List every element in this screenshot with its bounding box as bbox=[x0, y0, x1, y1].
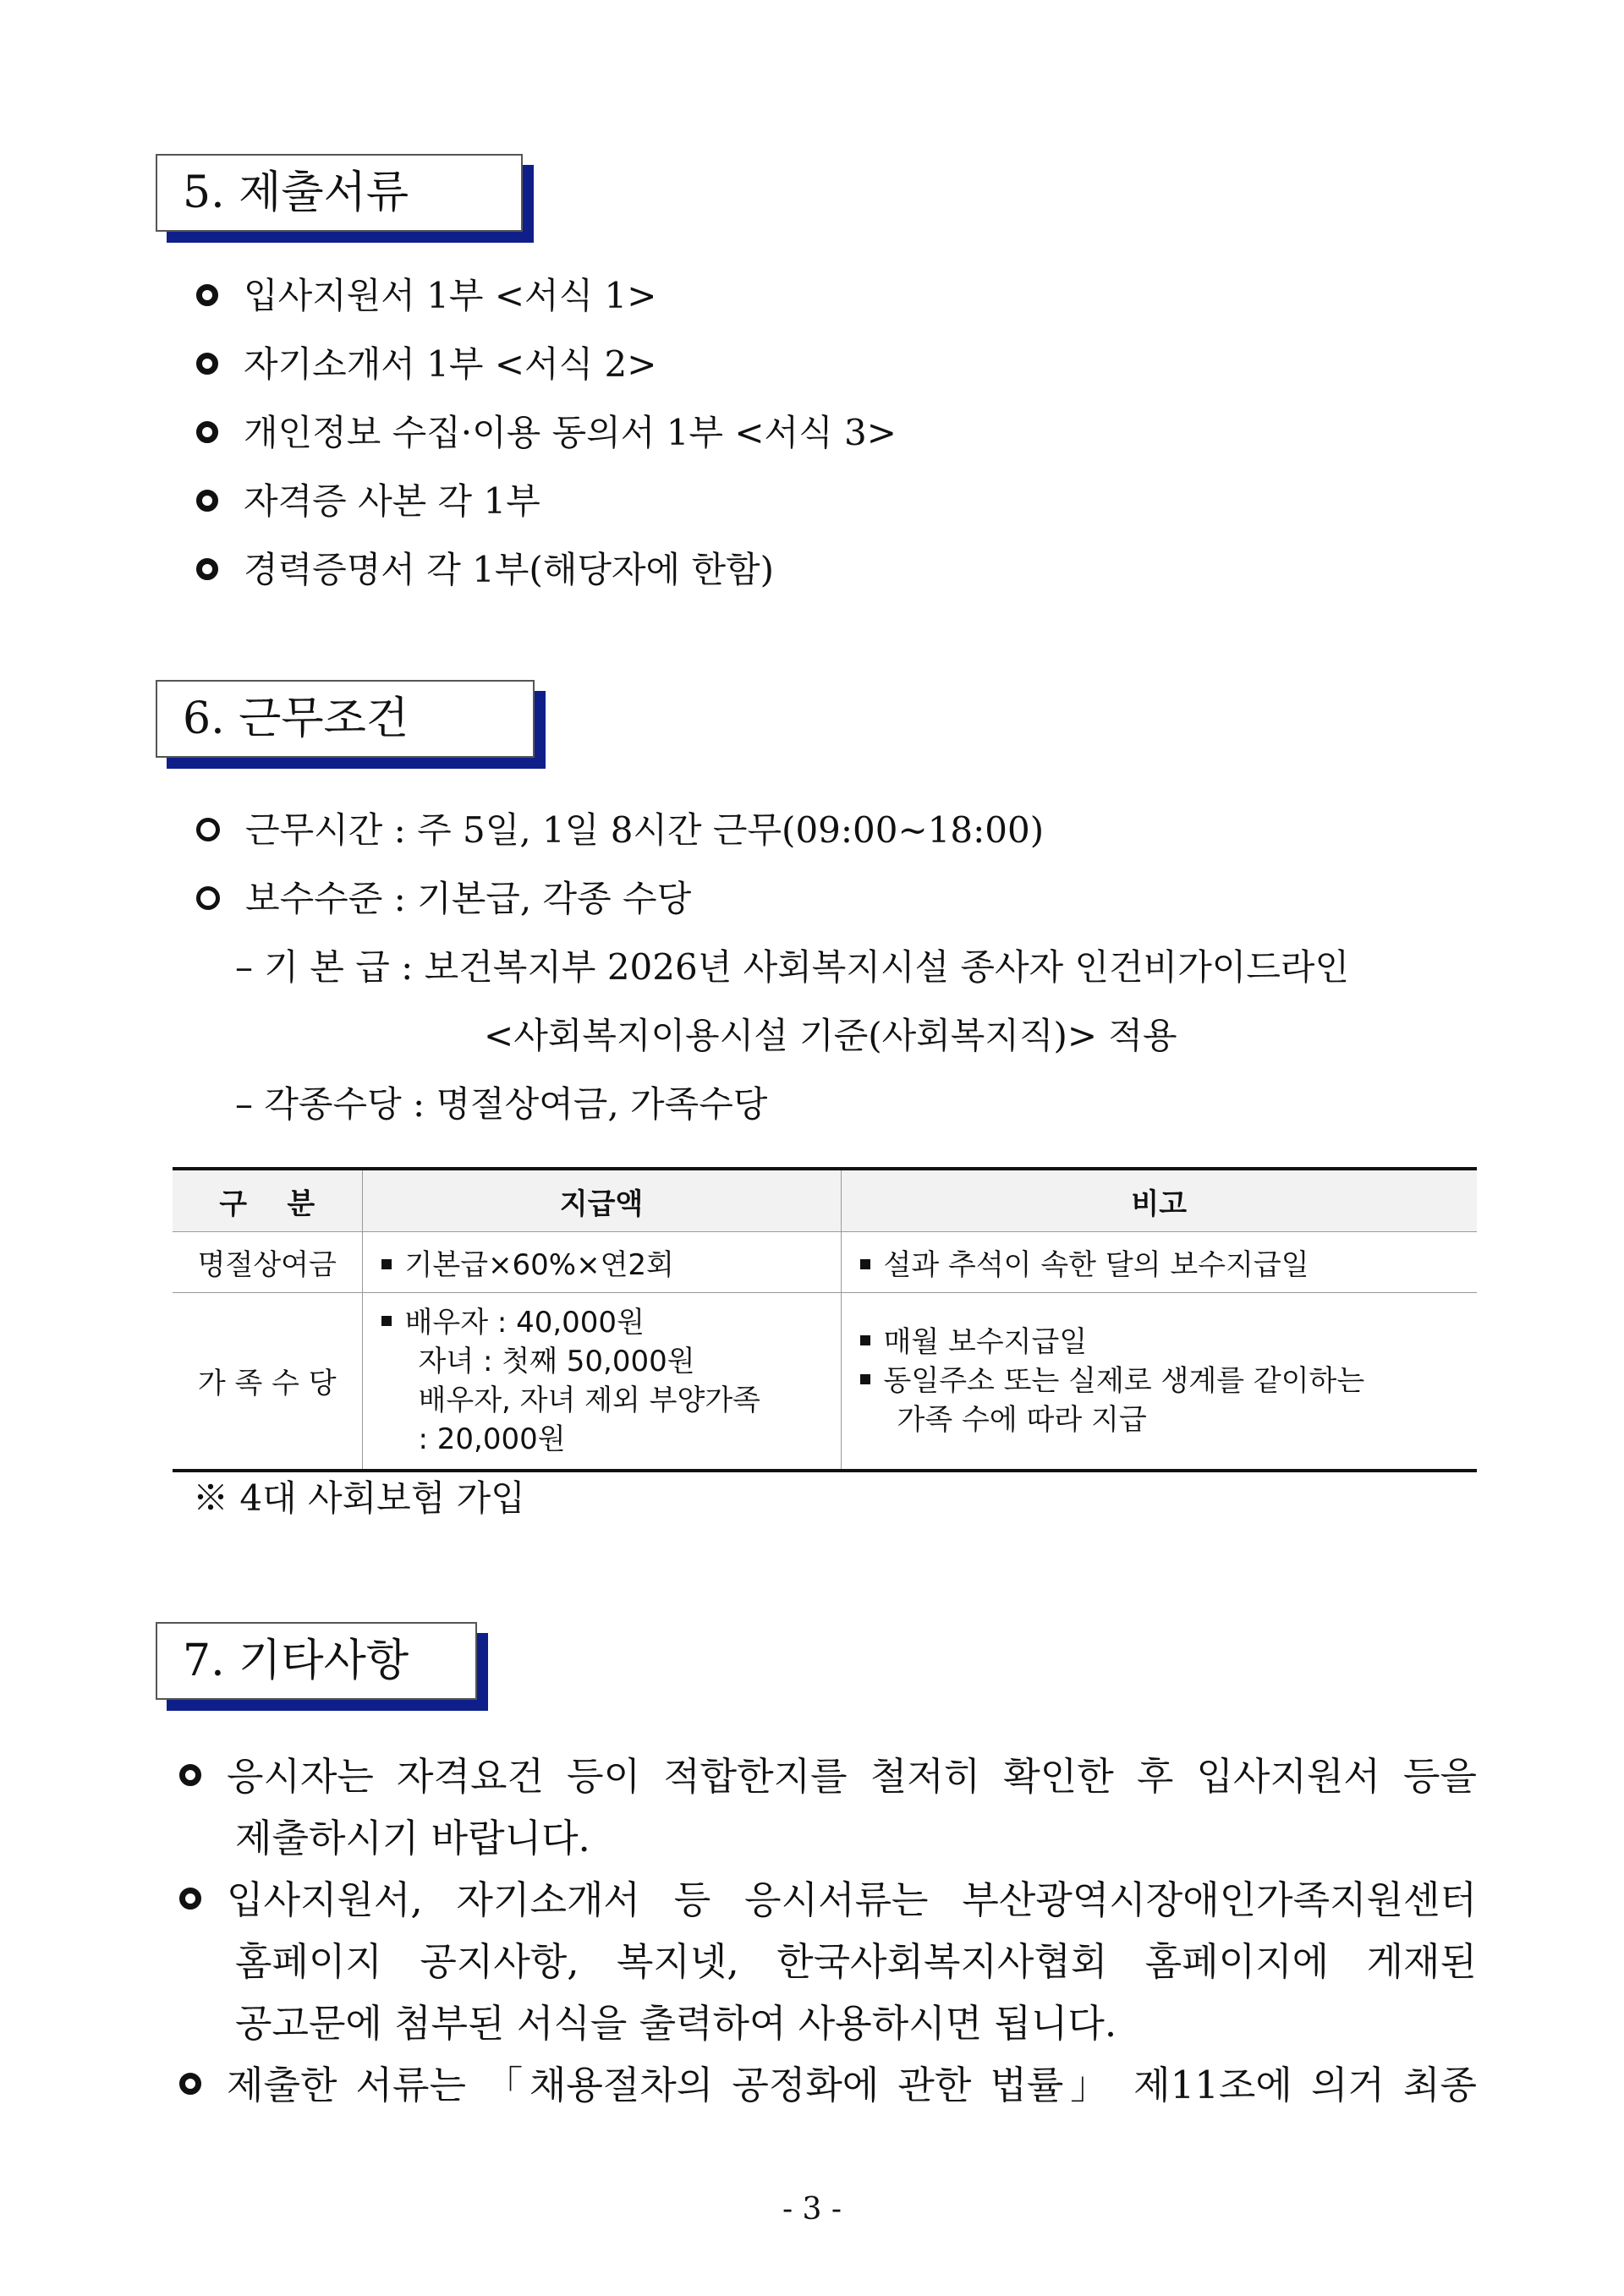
page-number: - 3 - bbox=[782, 2192, 842, 2227]
table-cell-label: 명절상여금 bbox=[173, 1232, 362, 1293]
other-notice-2: 입사지원서, 자기소개서 등 응시서류는 부산광역시장애인가족지원센터 홈페이지 공지사항, 복지넷, 한국사회복지사협회 홈페이지에 게재된 공고문에 첨부된 서식을 출력하여 사용하시면 됩니다. bbox=[179, 1869, 1477, 2054]
circle-bullet-icon bbox=[179, 2073, 201, 2095]
work-hours: 근무시간 : 주 5일, 1일 8시간 근무(09:00~18:00) bbox=[196, 807, 1044, 854]
section-6-title: 6. 근무조건 bbox=[183, 693, 409, 744]
pay-level: 보수수준 : 기본급, 각종 수당 bbox=[196, 875, 691, 923]
circle-bullet-icon bbox=[196, 353, 218, 375]
section-7-title-box bbox=[156, 1622, 477, 1700]
circle-bullet-icon bbox=[179, 1764, 201, 1786]
document-item: 자기소개서 1부 <서식 2> bbox=[196, 341, 656, 388]
circle-bullet-icon bbox=[196, 886, 220, 910]
table-row bbox=[173, 1293, 1477, 1471]
other-notice-3: 제출한 서류는 「채용절차의 공정화에 관한 법률」 제11조에 의거 최종 bbox=[179, 2054, 1477, 2116]
section-7-title: 7. 기타사항 bbox=[183, 1636, 409, 1686]
table-cell-note: 매월 보수지급일 동일주소 또는 실제로 생계를 같이하는 가족 수에 따라 지급 bbox=[841, 1293, 1477, 1471]
table-header: 비고 bbox=[841, 1169, 1477, 1232]
base-salary-detail: <사회복지이용시설 기준(사회복지직)> 적용 bbox=[484, 1015, 1177, 1056]
table-cell-amount: 배우자 : 40,000원 자녀 : 첫째 50,000원 배우자, 자녀 제외 부양가족 : 20,000원 bbox=[362, 1293, 841, 1471]
square-bullet-icon bbox=[860, 1335, 870, 1345]
table-cell-amount: 기본급×60%×연2회 bbox=[362, 1232, 841, 1293]
circle-bullet-icon bbox=[196, 421, 218, 443]
section-5-title-box bbox=[156, 154, 523, 232]
base-salary: – 기 본 급 : 보건복지부 2026년 사회복지시설 종사자 인건비가이드라인 bbox=[235, 946, 1350, 988]
document-item: 경력증명서 각 1부(해당자에 한함) bbox=[196, 546, 774, 594]
square-bullet-icon bbox=[860, 1374, 870, 1384]
document-item: 자격증 사본 각 1부 bbox=[196, 478, 540, 525]
square-bullet-icon bbox=[860, 1259, 870, 1269]
pay-table bbox=[173, 1167, 1477, 1472]
document-item: 입사지원서 1부 <서식 1> bbox=[196, 272, 656, 320]
circle-bullet-icon bbox=[196, 558, 218, 580]
circle-bullet-icon bbox=[179, 1888, 201, 1910]
other-notice-1: 응시자는 자격요건 등이 적합한지를 철저히 확인한 후 입사지원서 등을 제출하시기 바랍니다. bbox=[179, 1745, 1477, 1869]
table-cell-label: 가 족 수 당 bbox=[173, 1293, 362, 1471]
table-row bbox=[173, 1232, 1477, 1293]
insurance-note: ※ 4대 사회보험 가입 bbox=[193, 1477, 525, 1519]
document-item: 개인정보 수집·이용 동의서 1부 <서식 3> bbox=[196, 409, 897, 457]
section-6-title-box bbox=[156, 680, 535, 758]
circle-bullet-icon bbox=[196, 818, 220, 841]
circle-bullet-icon bbox=[196, 490, 218, 512]
square-bullet-icon bbox=[381, 1316, 392, 1326]
square-bullet-icon bbox=[381, 1259, 392, 1269]
table-header: 구 분 bbox=[173, 1169, 362, 1232]
circle-bullet-icon bbox=[196, 284, 218, 306]
allowances: – 각종수당 : 명절상여금, 가족수당 bbox=[235, 1083, 768, 1125]
table-header: 지급액 bbox=[362, 1169, 841, 1232]
table-header-row bbox=[173, 1169, 1477, 1232]
section-5-title: 5. 제출서류 bbox=[183, 167, 409, 218]
table-cell-note: 설과 추석이 속한 달의 보수지급일 bbox=[841, 1232, 1477, 1293]
